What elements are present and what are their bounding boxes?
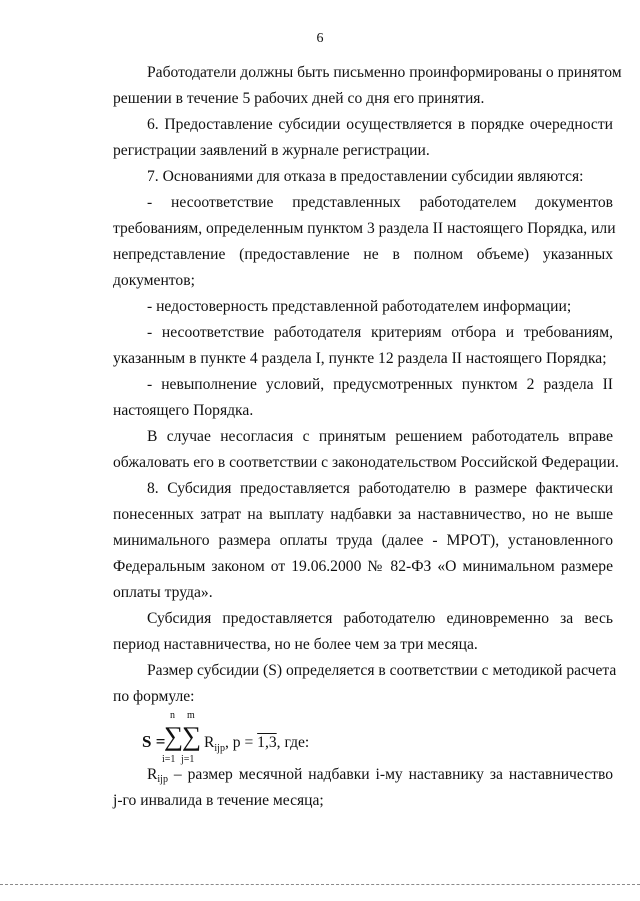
r-ijp-subscript: ijp: [157, 774, 168, 785]
paragraph-line: непредставление (предоставление не в полном объеме) указанных: [113, 246, 613, 263]
formula-tail: , где:: [276, 734, 310, 751]
subsidy-formula: [142, 709, 402, 771]
sum-lower-j: j=1: [181, 754, 195, 765]
paragraph-line: настоящего Порядка.: [113, 402, 254, 419]
sum-symbol-i: ∑: [164, 721, 184, 751]
term-subscript: ijp: [214, 743, 225, 755]
paragraph-line: решении в течение 5 рабочих дней со дня его принятия.: [113, 90, 485, 107]
paragraph-line: - несоответствие представленных работодателем документов: [147, 194, 613, 211]
paragraph-line: - несоответствие работодателя критериям отбора и требованиям,: [147, 324, 613, 341]
paragraph-line: минимального размера оплаты труда (далее - МРОТ), установленного: [113, 532, 613, 549]
paragraph-line: Размер субсидии (S) определяется в соответствии с методикой расчета: [147, 662, 617, 679]
paragraph-line: оплаты труда».: [113, 584, 213, 601]
paragraph-line: понесенных затрат на выплату надбавки за наставничество, но не выше: [113, 506, 613, 523]
paragraph-line: - недостоверность представленной работодателем информации;: [147, 298, 572, 315]
formula-lhs: S =: [142, 732, 166, 751]
paragraph-line: Федеральным законом от 19.06.2000 № 82-ФЗ «О минимальном размере: [113, 558, 613, 575]
paragraph-line: 8. Субсидия предоставляется работодателю в размере фактически: [147, 480, 613, 497]
paragraph-line: Работодатели должны быть письменно проинформированы о принятом: [147, 64, 622, 81]
page-number: 6: [316, 31, 324, 46]
paragraph-line: регистрации заявлений в журнале регистрации.: [113, 142, 430, 159]
term-separator: , p =: [224, 734, 258, 751]
paragraph-line: период наставничества, но не более чем за три месяца.: [113, 636, 478, 653]
paragraph-line: 6. Предоставление субсидии осуществляется в порядке очередности: [147, 116, 613, 133]
footer-divider: [0, 884, 640, 885]
formula-term: [204, 734, 309, 754]
paragraph-line: обжаловать его в соответствии с законодательством Российской Федерации.: [113, 454, 619, 471]
sum-symbol-j: ∑: [182, 721, 202, 751]
sum-lower-i: i=1: [162, 754, 176, 765]
paragraph-line: – размер месячной надбавки i-му наставнику за наставничество: [173, 766, 613, 783]
paragraph-line: требованиям, определенным пунктом 3 раздела II настоящего Порядка, или: [113, 220, 616, 237]
r-ijp-definition: [147, 767, 613, 785]
term-base: R: [204, 734, 215, 751]
paragraph-line: документов;: [113, 272, 195, 289]
paragraph-line: В случае несогласия с принятым решением работодатель вправе: [147, 428, 613, 445]
paragraph-line: Субсидия предоставляется работодателю единовременно за весь: [147, 610, 613, 627]
paragraph-line: j-го инвалида в течение месяца;: [113, 792, 324, 809]
sum-upper-m: m: [187, 710, 195, 721]
r-ijp-base: R: [147, 766, 158, 783]
paragraph-line: указанным в пункте 4 раздела I, пункте 12 раздела II настоящего Порядка;: [113, 350, 607, 367]
p-range: 1,3: [257, 734, 277, 751]
paragraph-line: 7. Основаниями для отказа в предоставлении субсидии являются:: [147, 168, 584, 185]
sum-upper-n: n: [170, 710, 175, 721]
paragraph-line: - невыполнение условий, предусмотренных пунктом 2 раздела II: [147, 376, 613, 393]
paragraph-line: по формуле:: [113, 688, 195, 705]
r-ijp-symbol: [147, 766, 168, 783]
